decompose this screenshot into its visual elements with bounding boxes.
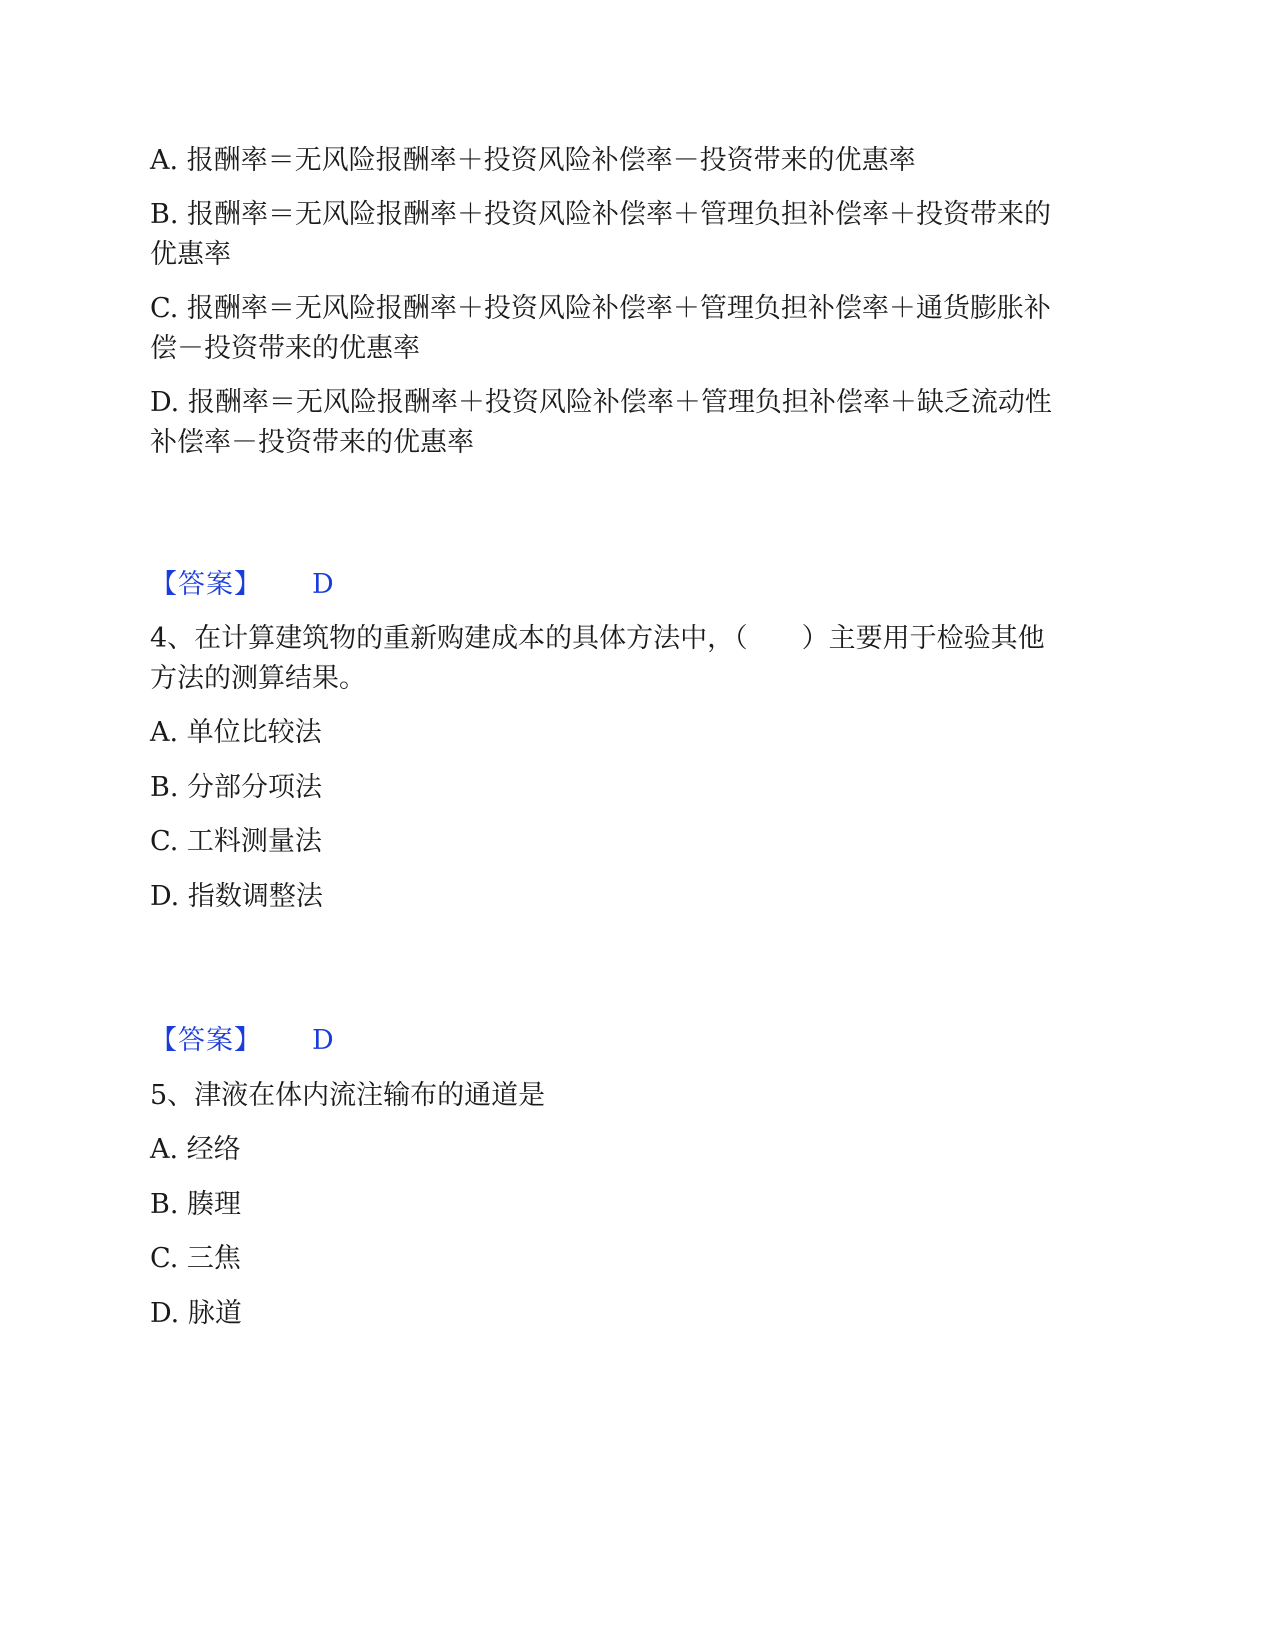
q5-option-b: B. 腠理 [150,1189,242,1220]
answer-value: D [312,569,334,600]
q3-answer [150,565,1110,605]
q3-option-b-line-1: B. 报酬率＝无风险报酬率＋投资风险补偿率＋管理负担补偿率＋投资带来的 [150,199,1052,230]
q3-option-b-line-2: 优惠率 [150,239,231,270]
q4-option-c: C. 工料测量法 [150,826,322,857]
q3-option-d-line-1: D. 报酬率＝无风险报酬率＋投资风险补偿率＋管理负担补偿率＋缺乏流动性 [150,387,1052,418]
answer-value: D [312,1025,334,1056]
q4-question-line-1: 4、在计算建筑物的重新购建成本的具体方法中，（ ）主要用于检验其他 [150,623,1045,654]
answer-label: 【答案】 [150,1025,262,1056]
q5-option-c: C. 三焦 [150,1243,241,1274]
q3-option-c-line-2: 偿－投资带来的优惠率 [150,333,420,364]
q4-option-b: B. 分部分项法 [150,772,323,803]
q4-question-line-2: 方法的测算结果。 [150,663,366,694]
q5-option-d: D. 脉道 [150,1298,242,1329]
q5-option-a: A. 经络 [150,1134,241,1165]
q4-option-d: D. 指数调整法 [150,881,323,912]
q3-option-c-line-1: C. 报酬率＝无风险报酬率＋投资风险补偿率＋管理负担补偿率＋通货膨胀补 [150,293,1051,324]
q4-answer [150,1021,1110,1061]
q4-option-a: A. 单位比较法 [150,717,322,748]
q5-question: 5、津液在体内流注输布的通道是 [150,1080,546,1111]
answer-label: 【答案】 [150,569,262,600]
q3-option-d-line-2: 补偿率－投资带来的优惠率 [150,427,474,458]
q3-option-a: A. 报酬率＝无风险报酬率＋投资风险补偿率－投资带来的优惠率 [150,145,916,176]
